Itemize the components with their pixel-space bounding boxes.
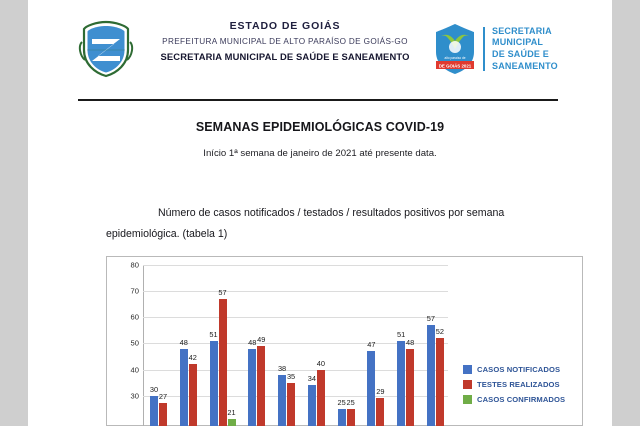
svg-text:alto paraíso de: alto paraíso de <box>444 56 466 60</box>
chart-caption <box>106 203 566 244</box>
header-city: PREFEITURA MUNICIPAL DE ALTO PARAÍSO DE GOIÁS-GO <box>162 37 408 46</box>
document-header <box>28 14 612 84</box>
header-divider <box>78 99 558 101</box>
chart-bar <box>435 327 445 426</box>
chart-bar-group <box>248 265 265 426</box>
chart-bar-group <box>150 265 167 426</box>
page-margin-right <box>612 0 640 426</box>
chart-bar-group <box>397 265 414 426</box>
chart-bar-value-label: 57 <box>426 314 436 324</box>
chart-bar <box>248 337 257 426</box>
chart-bar <box>218 287 227 426</box>
y-axis-tick-label: 30 <box>130 391 139 401</box>
legend-label: CASOS NOTIFICADOS <box>477 365 561 374</box>
chart-bar-value-label: 42 <box>188 353 197 363</box>
chart-bar-value-label: 51 <box>397 329 406 339</box>
y-axis-tick-label: 80 <box>130 260 139 270</box>
chart-bar <box>307 374 316 426</box>
chart-caption-line1: Número de casos notificados / testados / resultados positivos por semana <box>158 207 505 219</box>
page-margin-left <box>0 0 28 426</box>
chart-bar <box>257 335 266 426</box>
logo-divider <box>483 27 485 71</box>
page-subtitle: Início 1ª semana de janeiro de 2021 até presente data. <box>203 148 437 159</box>
chart-bar-value-label: 57 <box>218 287 227 297</box>
chart-bars <box>144 265 448 426</box>
y-axis-tick-label: 60 <box>130 312 139 322</box>
chart-legend <box>463 365 581 410</box>
chart-bar-value-label: 40 <box>316 358 325 368</box>
chart-bar-value-label: 49 <box>257 335 266 344</box>
y-axis-tick-label: 70 <box>130 286 139 296</box>
chart-bar-value-label: 52 <box>435 327 445 337</box>
header-state: ESTADO DE GOIÁS <box>229 20 341 32</box>
chart-bar-value-label: 47 <box>367 340 376 350</box>
chart-bar-value-label: 48 <box>406 337 415 347</box>
logo-text-line3: SANEAMENTO <box>492 60 558 71</box>
legend-item <box>463 365 581 374</box>
legend-swatch <box>463 380 472 389</box>
page-title: SEMANAS EPIDEMIOLÓGICAS COVID-19 <box>195 120 445 134</box>
legend-item <box>463 380 581 389</box>
chart-bar-value-label: 34 <box>307 374 316 384</box>
chart-bar <box>426 314 436 426</box>
chart-bar <box>277 363 287 426</box>
chart-bar <box>158 392 168 426</box>
chart-bar <box>346 397 355 426</box>
chart-plot-area <box>130 260 448 426</box>
chart-bar <box>367 340 376 426</box>
chart-bar-group <box>308 265 325 426</box>
svg-text:DE GOIÁS 2021: DE GOIÁS 2021 <box>438 63 472 69</box>
chart-bar-value-label: 51 <box>209 329 218 339</box>
chart-bar <box>316 358 325 426</box>
chart-bar <box>179 337 188 426</box>
secretaria-logo <box>432 18 604 80</box>
legend-swatch <box>463 365 472 374</box>
chart-bar-group <box>278 265 295 426</box>
legend-item <box>463 395 581 404</box>
chart-bar-group <box>427 265 444 426</box>
chart-bar-group <box>210 265 236 426</box>
y-axis-tick-label: 40 <box>130 365 139 375</box>
legend-label: CASOS CONFIRMADOS <box>477 395 566 404</box>
logo-text-line1: SECRETARIA MUNICIPAL <box>492 25 552 48</box>
header-title-block <box>140 20 430 62</box>
logo-text-line2: DE SAÚDE E <box>492 49 550 59</box>
coat-of-arms-icon <box>78 20 134 78</box>
chart-bar-value-label: 25 <box>337 397 346 407</box>
chart-bar <box>149 384 159 426</box>
chart-bar-group <box>338 265 355 426</box>
chart-bar-value-label: 27 <box>158 392 168 402</box>
logo-text <box>492 26 604 72</box>
chart-bar-value-label: 30 <box>149 384 159 394</box>
document-page <box>28 0 612 426</box>
chart-bar <box>209 329 218 426</box>
chart-caption-line2: epidemiológica. (tabela 1) <box>106 227 228 240</box>
chart-bar <box>227 408 236 426</box>
chart-bar <box>397 329 406 426</box>
legend-label: TESTES REALIZADOS <box>477 380 560 389</box>
legend-swatch <box>463 395 472 404</box>
chart-bar-value-label: 35 <box>286 371 296 381</box>
chart-bar-value-label: 38 <box>277 363 287 373</box>
chart-bar-value-label: 48 <box>248 337 257 347</box>
chart-bar-group <box>180 265 197 426</box>
chart-bar <box>337 397 346 426</box>
y-axis-tick-label: 50 <box>130 338 139 348</box>
chart-bar-value-label: 48 <box>179 337 188 347</box>
chart-bar-value-label: 21 <box>227 408 236 418</box>
chart-bar-value-label: 25 <box>346 397 355 407</box>
epidemiological-weeks-chart <box>106 256 583 426</box>
chart-bar <box>406 337 415 426</box>
chart-bar-value-label: 29 <box>376 387 385 397</box>
chart-bar <box>286 371 296 426</box>
chart-bar <box>188 353 197 426</box>
chart-bar-group <box>367 265 384 426</box>
header-department: SECRETARIA MUNICIPAL DE SAÚDE E SANEAMENTO <box>160 51 410 62</box>
logo-badge-icon <box>432 23 478 75</box>
chart-bar <box>376 387 385 426</box>
